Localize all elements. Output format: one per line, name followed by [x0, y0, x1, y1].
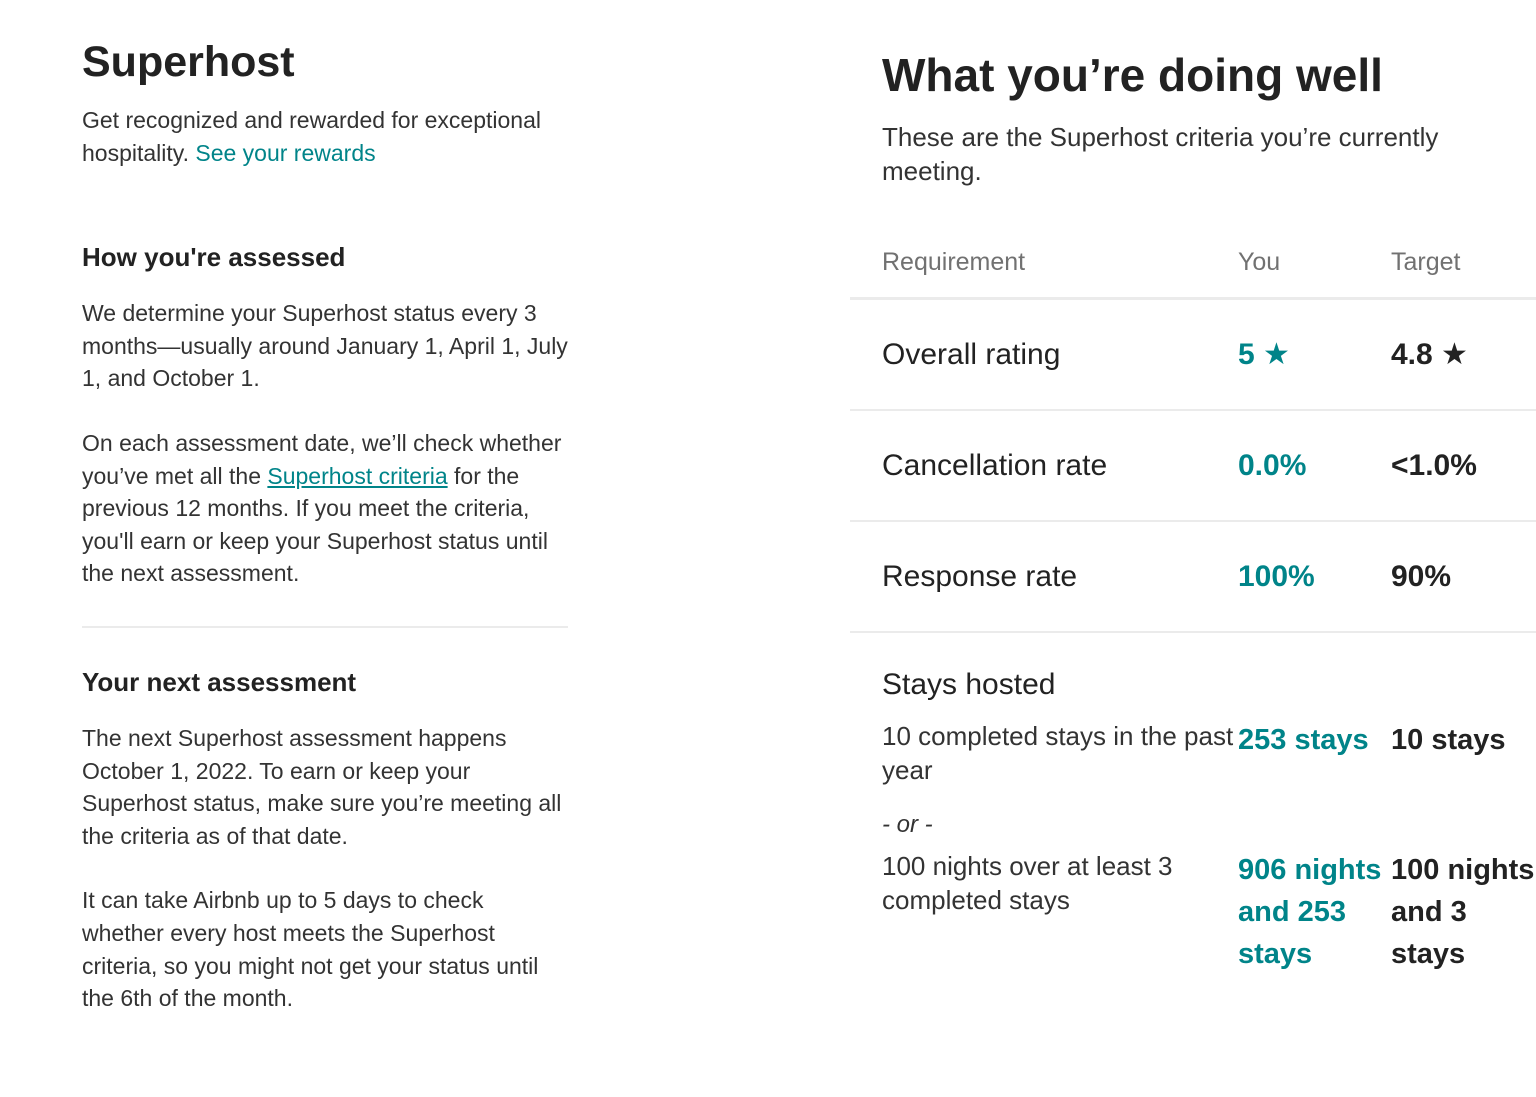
your-value: 906 nights and 253 stays — [1238, 854, 1382, 970]
assessed-text-2-a: On each assessment date, we’ll check whether you’ve met all the — [82, 429, 562, 489]
your-value: 0.0% — [1238, 448, 1307, 482]
your-value: 100% — [1238, 559, 1315, 593]
superhost-info — [82, 36, 568, 1015]
criteria-title: What you’re doing well — [882, 49, 1383, 101]
col-requirement: Requirement — [882, 248, 1026, 276]
target-value: 90% — [1391, 559, 1452, 593]
next-text-1: The next Superhost assessment happens October 1, 2022. To earn or keep your Superhost status, make sure you’re meeting all the criteria as of that date. — [82, 724, 562, 849]
superhost-criteria-link[interactable]: Superhost criteria — [267, 462, 448, 489]
option-desc: 100 nights over at least 3 completed stays — [882, 851, 1173, 915]
assessed-heading: How you're assessed — [82, 242, 346, 273]
intro-body: Get recognized and rewarded for exceptional hospitality. — [82, 107, 542, 166]
option-desc: 10 completed stays in the past year — [882, 721, 1234, 785]
divider — [82, 626, 568, 628]
table-row — [850, 300, 1536, 411]
next-text-2: It can take Airbnb up to 5 days to check whether every host meets the Superhost criteria, so you might not get your status until the 6th of the month. — [82, 887, 539, 1012]
target-value: 10 stays — [1391, 724, 1506, 756]
stays-heading: Stays hosted — [882, 668, 1056, 701]
stays-hosted-section — [850, 633, 1536, 975]
assessed-text-2-b: for the previous 12 months. If you meet the criteria, you'll earn or keep your Superhost status until the next assessment. — [82, 462, 548, 587]
table-header — [850, 228, 1536, 300]
intro-text — [82, 104, 568, 169]
table-row — [850, 522, 1536, 633]
assessed-text-2 — [82, 427, 568, 590]
see-rewards-link[interactable]: See your rewards — [195, 139, 376, 166]
assessed-text-1: We determine your Superhost status every 3 months—usually around January 1, April 1, July 1, and October 1. — [82, 300, 568, 392]
next-assessment-heading: Your next assessment — [82, 666, 357, 697]
col-target: Target — [1391, 248, 1461, 276]
table-row — [850, 411, 1536, 522]
your-value: 253 stays — [1238, 724, 1369, 756]
criteria-subtitle: These are the Superhost criteria you’re currently meeting. — [882, 122, 1439, 186]
stays-option-2 — [882, 849, 1536, 975]
criteria-panel — [850, 48, 1536, 975]
col-you: You — [1238, 248, 1281, 276]
requirement-label: Cancellation rate — [882, 448, 1108, 482]
target-value: 100 nights and 3 stays — [1391, 854, 1535, 970]
target-value: 4.8 ★ — [1391, 338, 1468, 371]
requirement-label: Overall rating — [882, 337, 1061, 371]
stays-option-1 — [882, 719, 1536, 787]
or-separator: - or - — [882, 811, 933, 838]
page-title: Superhost — [82, 38, 295, 86]
requirement-label: Response rate — [882, 559, 1078, 593]
target-value: <1.0% — [1391, 448, 1477, 482]
your-value: 5 ★ — [1238, 338, 1290, 371]
